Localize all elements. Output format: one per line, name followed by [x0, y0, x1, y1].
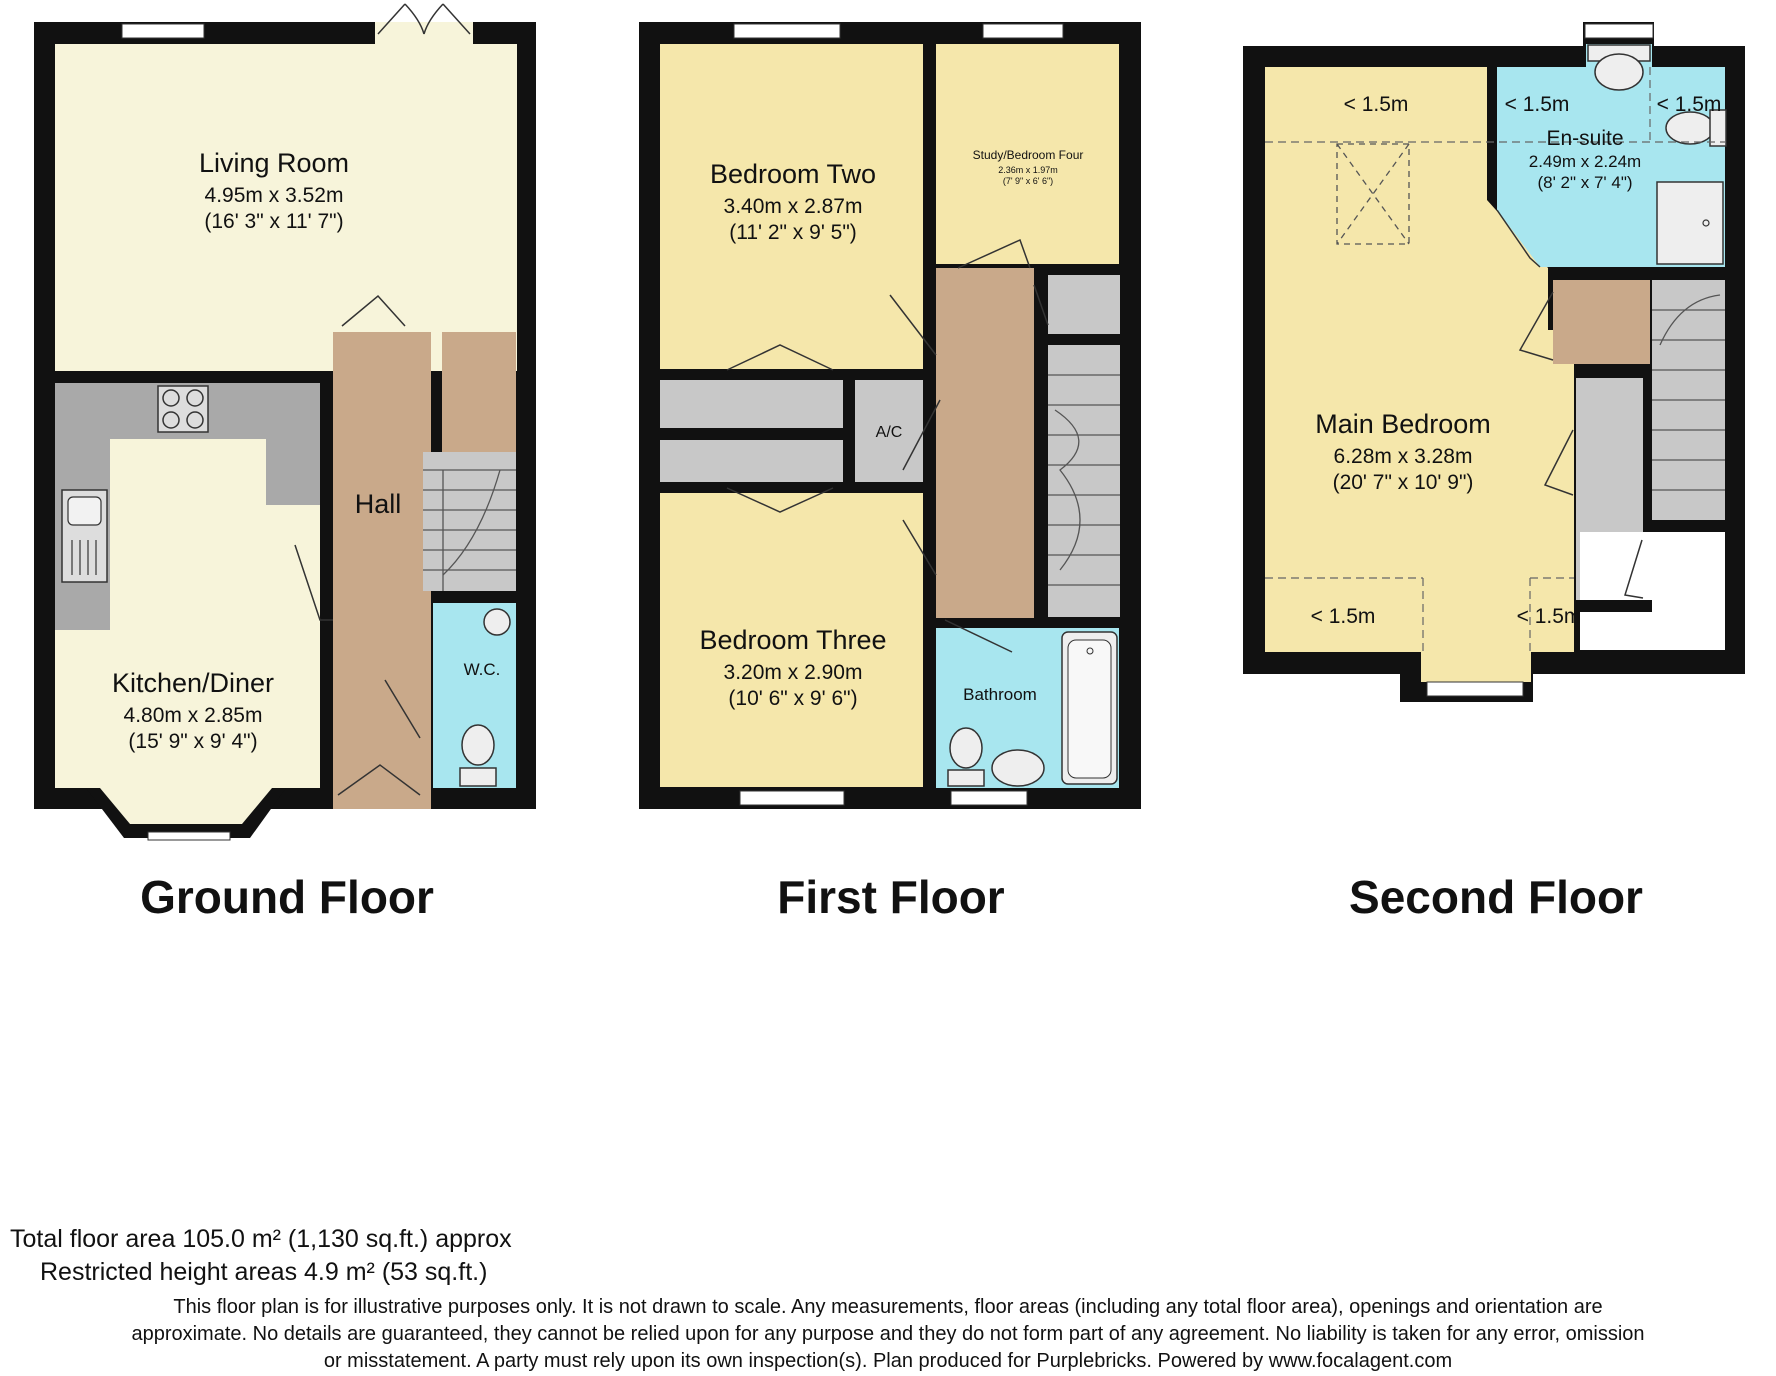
wc-toilet-icon: [460, 725, 496, 786]
restricted-height-area: Restricted height areas 4.9 m² (53 sq.ft.): [40, 1258, 488, 1286]
bedroom-three-name: Bedroom Three: [699, 625, 887, 655]
kitchen-imperial: (15' 9" x 9' 4"): [128, 730, 258, 753]
hob-icon: [158, 386, 208, 432]
living-room-dims: 4.95m x 3.52m: [204, 184, 344, 207]
bay-window-pane: [148, 832, 230, 840]
study-dims: 2.36m x 1.97m: [998, 165, 1058, 175]
total-floor-area: Total floor area 105.0 m² (1,130 sq.ft.) approx: [10, 1225, 512, 1253]
hall-cupboard: [442, 332, 516, 452]
bedroom-three-imperial: (10' 6" x 9' 6"): [728, 687, 858, 710]
second-void-edge: [1580, 600, 1652, 612]
restricted-height-label: < 1.5m: [1504, 93, 1570, 116]
first-wardrobe-upper: [660, 380, 843, 428]
ground-floor-title: Ground Floor: [140, 871, 434, 923]
kitchen-name: Kitchen/Diner: [111, 668, 275, 698]
disclaimer-line-2: approximate. No details are guaranteed, they cannot be relied upon for any purpose and they do not form part of any agreement. No liability is taken for any error, omission: [131, 1323, 1645, 1345]
kitchen-counter-right: [266, 383, 320, 505]
living-room-imperial: (16' 3" x 11' 7"): [204, 210, 344, 233]
hall-name: Hall: [354, 489, 402, 519]
restricted-height-label: < 1.5m: [1516, 605, 1582, 628]
first-floor-title: First Floor: [777, 871, 1005, 923]
hall-area: [333, 332, 431, 809]
shower-icon: [1657, 182, 1723, 264]
living-room: [55, 44, 517, 371]
first-stairs: [1048, 345, 1120, 617]
restricted-height-label: < 1.5m: [1656, 93, 1722, 116]
second-void: [1580, 532, 1725, 650]
main-bedroom-name: Main Bedroom: [1315, 409, 1491, 439]
disclaimer-line-1: This floor plan is for illustrative purposes only. It is not drawn to scale. Any measurements, floor areas (including any total floor area), openings and orientation are: [173, 1296, 1603, 1318]
main-bedroom-dims: 6.28m x 3.28m: [1333, 445, 1473, 468]
bedroom-two-imperial: (11' 2" x 9' 5"): [729, 221, 857, 244]
study-name: Study/Bedroom Four: [972, 148, 1084, 162]
bathroom-window: [951, 791, 1027, 805]
first-landing: [936, 268, 1034, 618]
study-imperial: (7' 9" x 6' 6"): [1002, 176, 1054, 186]
second-landing: [1553, 280, 1650, 364]
bay-window-floor: [100, 788, 272, 824]
ensuite-dims: 2.49m x 2.24m: [1528, 152, 1642, 171]
wc-name: W.C.: [463, 660, 501, 679]
ground-stairs: [423, 452, 516, 591]
wc-basin-icon: [484, 609, 510, 635]
ground-floor-plan: [34, 4, 536, 840]
living-window-left: [122, 24, 204, 38]
living-room-name: Living Room: [198, 148, 350, 178]
bath-icon: [1062, 632, 1117, 784]
first-wardrobe-lower: [660, 440, 843, 482]
second-stairs: [1652, 280, 1725, 520]
bedroom-three-dims: 3.20m x 2.90m: [723, 661, 863, 684]
bathroom-name: Bathroom: [963, 685, 1037, 704]
restricted-height-label: < 1.5m: [1343, 93, 1409, 116]
ensuite-window: [1585, 24, 1653, 38]
main-bedroom-window: [1427, 682, 1523, 696]
second-floor-title: Second Floor: [1349, 871, 1643, 923]
bed2-window: [734, 24, 840, 38]
disclaimer-line-3: or misstatement. A party must rely upon its own inspection(s). Plan produced for Purplebricks. Powered by www.focalagent.com: [323, 1350, 1453, 1372]
bed3-window: [740, 791, 844, 805]
bedroom-two-name: Bedroom Two: [709, 159, 877, 189]
airing-cupboard-label: A/C: [875, 424, 903, 441]
bathroom-basin-icon: [992, 750, 1044, 786]
ensuite-imperial: (8' 2" x 7' 4"): [1537, 173, 1633, 192]
first-floor-plan: [639, 22, 1141, 809]
bathroom-toilet-icon: [948, 728, 984, 786]
study-window: [983, 24, 1063, 38]
first-landing-cupboard: [1048, 275, 1120, 334]
restricted-height-label: < 1.5m: [1310, 605, 1376, 628]
bedroom-two-dims: 3.40m x 2.87m: [723, 195, 863, 218]
main-bedroom-bay: [1421, 652, 1531, 682]
ensuite-name: En-suite: [1546, 127, 1624, 150]
second-floor-plan: [1243, 22, 1745, 702]
sink-icon: [62, 490, 107, 582]
kitchen-dims: 4.80m x 2.85m: [123, 704, 263, 727]
main-bedroom-imperial: (20' 7" x 10' 9"): [1332, 471, 1474, 494]
